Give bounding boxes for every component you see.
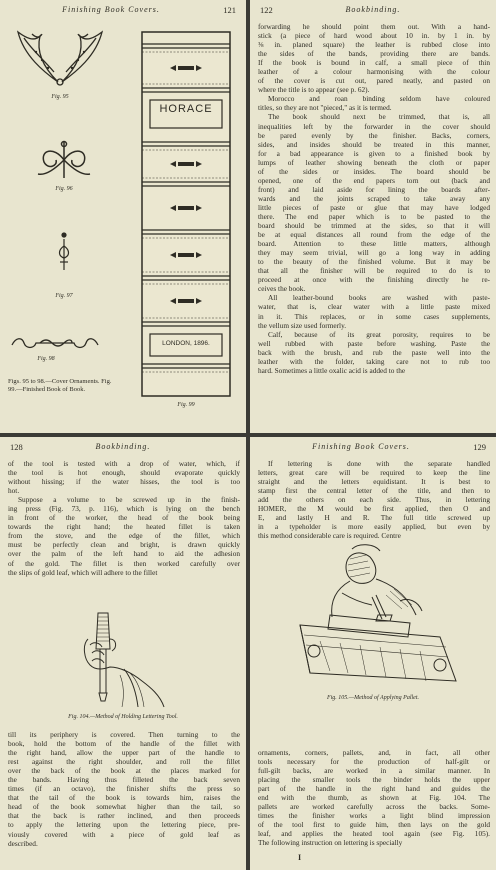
running-head-title: Bookbinding. [95, 442, 151, 451]
running-header [258, 5, 488, 17]
figure-label-96: Fig. 96 [55, 186, 73, 192]
applying-pallet-illustration [290, 541, 466, 691]
running-head-title: Finishing Book Covers. [312, 442, 410, 451]
page-121 [0, 0, 246, 433]
spine-imprint: LONDON, 1896. [162, 340, 210, 347]
text-line: this method considerable care is required. Centre [258, 531, 401, 541]
text-line: ⅜ in. planed square) the leather is rubbed close into [258, 40, 490, 50]
page-number: 121 [223, 5, 236, 15]
text-line: add the others on each side. Thus, in lettering [258, 495, 490, 505]
text-line: pallets are worked carefully across the backs. Some- [258, 802, 490, 812]
text-line: head of the book somewhat higher than the tail, so [8, 802, 240, 812]
holding-lettering-tool-illustration [80, 609, 166, 711]
text-line: where the title is to appear (see p. 62). [258, 85, 370, 95]
text-line: straight and the letters equidistant. It is best to [258, 477, 490, 487]
text-line: be at equal distances all round from the edge of the [258, 230, 490, 240]
text-line: HOMER, the M would be first applied, then O and [258, 504, 490, 514]
text-line: proceed at once with the finishing directly he re- [258, 275, 490, 285]
text-line: of the tool is tested with a drop of water, which, if [8, 459, 240, 468]
running-header [8, 442, 238, 454]
text-line: tools necessary for the production of half-gilt or [258, 757, 490, 767]
text-line: of the tool first to guide him, then lays on the gold [258, 820, 490, 830]
signature-mark: I [298, 853, 302, 862]
text-line: placing the smaller tools the binder holds the upper [258, 775, 490, 785]
text-line: forwarding he should point them out. With a hand- [258, 22, 490, 31]
running-head-title: Bookbinding. [345, 5, 401, 14]
text-line: they may seem trivial, will go a long way in adding [258, 248, 490, 258]
text-line: that the tail of the book is towards him, raises the [8, 793, 240, 803]
text-line: back with the brush, and rub the paste well into the [258, 347, 490, 357]
text-line: book, hold the bottom of the handle of the fillet with [8, 739, 240, 749]
text-line: hot. [8, 486, 20, 496]
text-line: viously covered with a piece of gold leaf as [8, 829, 240, 839]
text-line: be pared evenly by the finisher. Backs, corners, [258, 130, 490, 140]
text-line: Suppose a volume to be screwed up in the finish- [18, 495, 240, 505]
figure-caption: Fig. 105.—Method of Applying Pallet. [326, 695, 420, 701]
cover-ornament-fig95 [14, 26, 106, 88]
text-line: of the cover is cut out, pared neatly, and pasted on [258, 76, 490, 86]
text-line: leather of a colour harmonising with the colour [258, 67, 490, 77]
page-129 [250, 437, 496, 870]
text-line: If the book is bound in calf, a small piece of thin [258, 58, 490, 68]
text-line: there. The end paper which is to be pasted to the [258, 211, 490, 221]
text-line: from the stove, and the edge of the fillet, which [8, 531, 240, 541]
text-line: leather with the folder, taking care not to rub too [258, 356, 490, 366]
text-line: of the gold. The fillet is then worked carefully over [8, 558, 240, 568]
page-body-text-top [8, 459, 240, 577]
text-line: rest against the right shoulder, and roll the fillet [8, 757, 240, 767]
page-122 [250, 0, 496, 433]
figure-label-99: Fig. 99 [177, 402, 195, 408]
page-number: 122 [260, 5, 273, 15]
cover-ornament-fig98 [10, 335, 100, 351]
text-line: Morocco and roan binding seldom have coloured [268, 94, 490, 104]
text-line: well rubbed with paste before washing. Paste the [258, 338, 490, 348]
text-line: stamp first the central letter of the title, and then to [258, 486, 490, 496]
text-line: till its periphery is covered. Then turning to the [8, 730, 240, 739]
text-line: in it. This replaces, or in some cases supplements, [258, 311, 490, 321]
text-line: in front of the worker, the head of the book being [8, 513, 240, 523]
page-body-text-top [258, 459, 490, 540]
cover-ornament-fig97 [56, 232, 72, 272]
text-line: front) and laid aside for lining the boards after- [258, 184, 490, 194]
text-line: the vellum size used formerly. [258, 320, 347, 330]
text-line: lumps of leather showing beneath the cloth or paper [258, 157, 490, 167]
figure-caption: Fig. 104.—Method of Holding Lettering Tool. [68, 714, 178, 720]
text-line: sides, and insides should be treated in this manner, [258, 139, 490, 149]
text-line: the slips of gold leaf, which will adhere to the fillet [8, 567, 158, 577]
running-header [8, 5, 238, 17]
text-line: inequalities left by the forwarder in the cover should [258, 121, 490, 131]
text-line: over the palm of the left hand to aid the adhesion [8, 549, 240, 559]
page-number: 129 [473, 442, 486, 452]
text-line: the tool is hot enough, should evaporate quickly [8, 468, 240, 478]
text-line: wards and the joints scraped to take away any [258, 193, 490, 203]
text-line: stick (a piece of hard wood about 10 in. by 1 in. by [258, 31, 490, 41]
text-line: water, that is, clear water with a little paste mixed [258, 302, 490, 312]
text-line: must be perfectly clean and bright, is drawn quickly [8, 540, 240, 550]
text-line: in a typeholder is more easily applied, but even by [258, 522, 490, 532]
cover-ornament-fig96 [34, 138, 94, 182]
text-line: end with the thumb, as shown at Fig. 104. The [258, 793, 490, 803]
text-line: part of the handle in the right hand and guides the [258, 784, 490, 794]
text-line: The book should next be trimmed, that is, all [268, 112, 490, 122]
text-line: little pieces of paste or glue that may have lodged [258, 202, 490, 212]
running-header [258, 442, 488, 454]
text-line: that the back is rather inclined, and then proceeds [8, 811, 240, 821]
text-line: the sides of the bands, providing there are bands. [258, 49, 490, 59]
figure-label-95: Fig. 95 [51, 94, 69, 100]
page-body-text [258, 22, 490, 375]
text-line: described. [8, 838, 38, 848]
text-line: ing press (Fig. 73, p. 116), which is lying on the bench [8, 504, 240, 514]
running-head-title: Finishing Book Covers. [62, 5, 160, 14]
text-line: towards the right hand; the heated fillet is taken [8, 522, 240, 532]
page-body-text-bottom [258, 748, 490, 848]
text-line: that all the finisher will be required to do is to [258, 266, 490, 276]
text-line: board. Attention to these little matters, although [258, 239, 490, 249]
spine-title: HORACE [159, 103, 213, 115]
text-line: times (if an octavo), the finisher shifts the press so [8, 784, 240, 794]
text-line: without hissing; if the water hisses, the tool is too [8, 477, 240, 487]
text-line: to the beauty of the finished volume. But it may be [258, 257, 490, 267]
text-line: the right hand, allow the upper part of the handle to [8, 748, 240, 758]
page-number: 128 [10, 442, 23, 452]
text-line: hard. Sometimes a little oxalic acid is added to the [258, 365, 406, 375]
text-line: board should be trimmed at the sides, so that it will [258, 221, 490, 231]
page-128 [0, 437, 246, 870]
figure-label-98: Fig. 98 [37, 356, 55, 362]
text-line: opened, one of the end papers torn out (back and [258, 175, 490, 185]
text-line: full-gilt backs, are worked in a similar manner. In [258, 766, 490, 776]
text-line: Calf, because of its great porosity, requires to be [268, 329, 490, 339]
figure-label-97: Fig. 97 [55, 293, 73, 299]
text-line: If lettering is done with the separate handled [268, 459, 490, 468]
text-line: times the finisher works a light blind impression [258, 811, 490, 821]
text-line: leaf, and applies the heated tool again (see Fig. 105). [258, 829, 490, 839]
text-line: All leather-bound books are washed with paste- [268, 293, 490, 303]
text-line: ornaments, corners, pallets, and, in fact, all other [258, 748, 490, 757]
text-line: letters, great care will be required to keep the line [258, 468, 490, 478]
text-line: over the back of the book at the places marked for [8, 766, 240, 776]
text-line: of the sides or insides. The board should be [258, 166, 490, 176]
text-line: the bands. Having thus filleted the back seven [8, 775, 240, 785]
text-line: for a bad appearance is given to a finished book by [258, 148, 490, 158]
page-body-text-bottom [8, 730, 240, 848]
text-line: titles, so they are not "pieced," as it is termed. [258, 103, 392, 113]
text-line: The following instruction on lettering is specially [258, 838, 403, 848]
figure-caption: Figs. 95 to 98.—Cover Ornaments. Fig. 99.—Finished Book of Book. [8, 378, 112, 393]
text-line: to apply the lettering upon the lettering piece, pre- [8, 820, 240, 830]
text-line: E, and lastly H and R. The full title screwed up [258, 513, 490, 523]
text-line: ceives the book. [258, 284, 306, 294]
